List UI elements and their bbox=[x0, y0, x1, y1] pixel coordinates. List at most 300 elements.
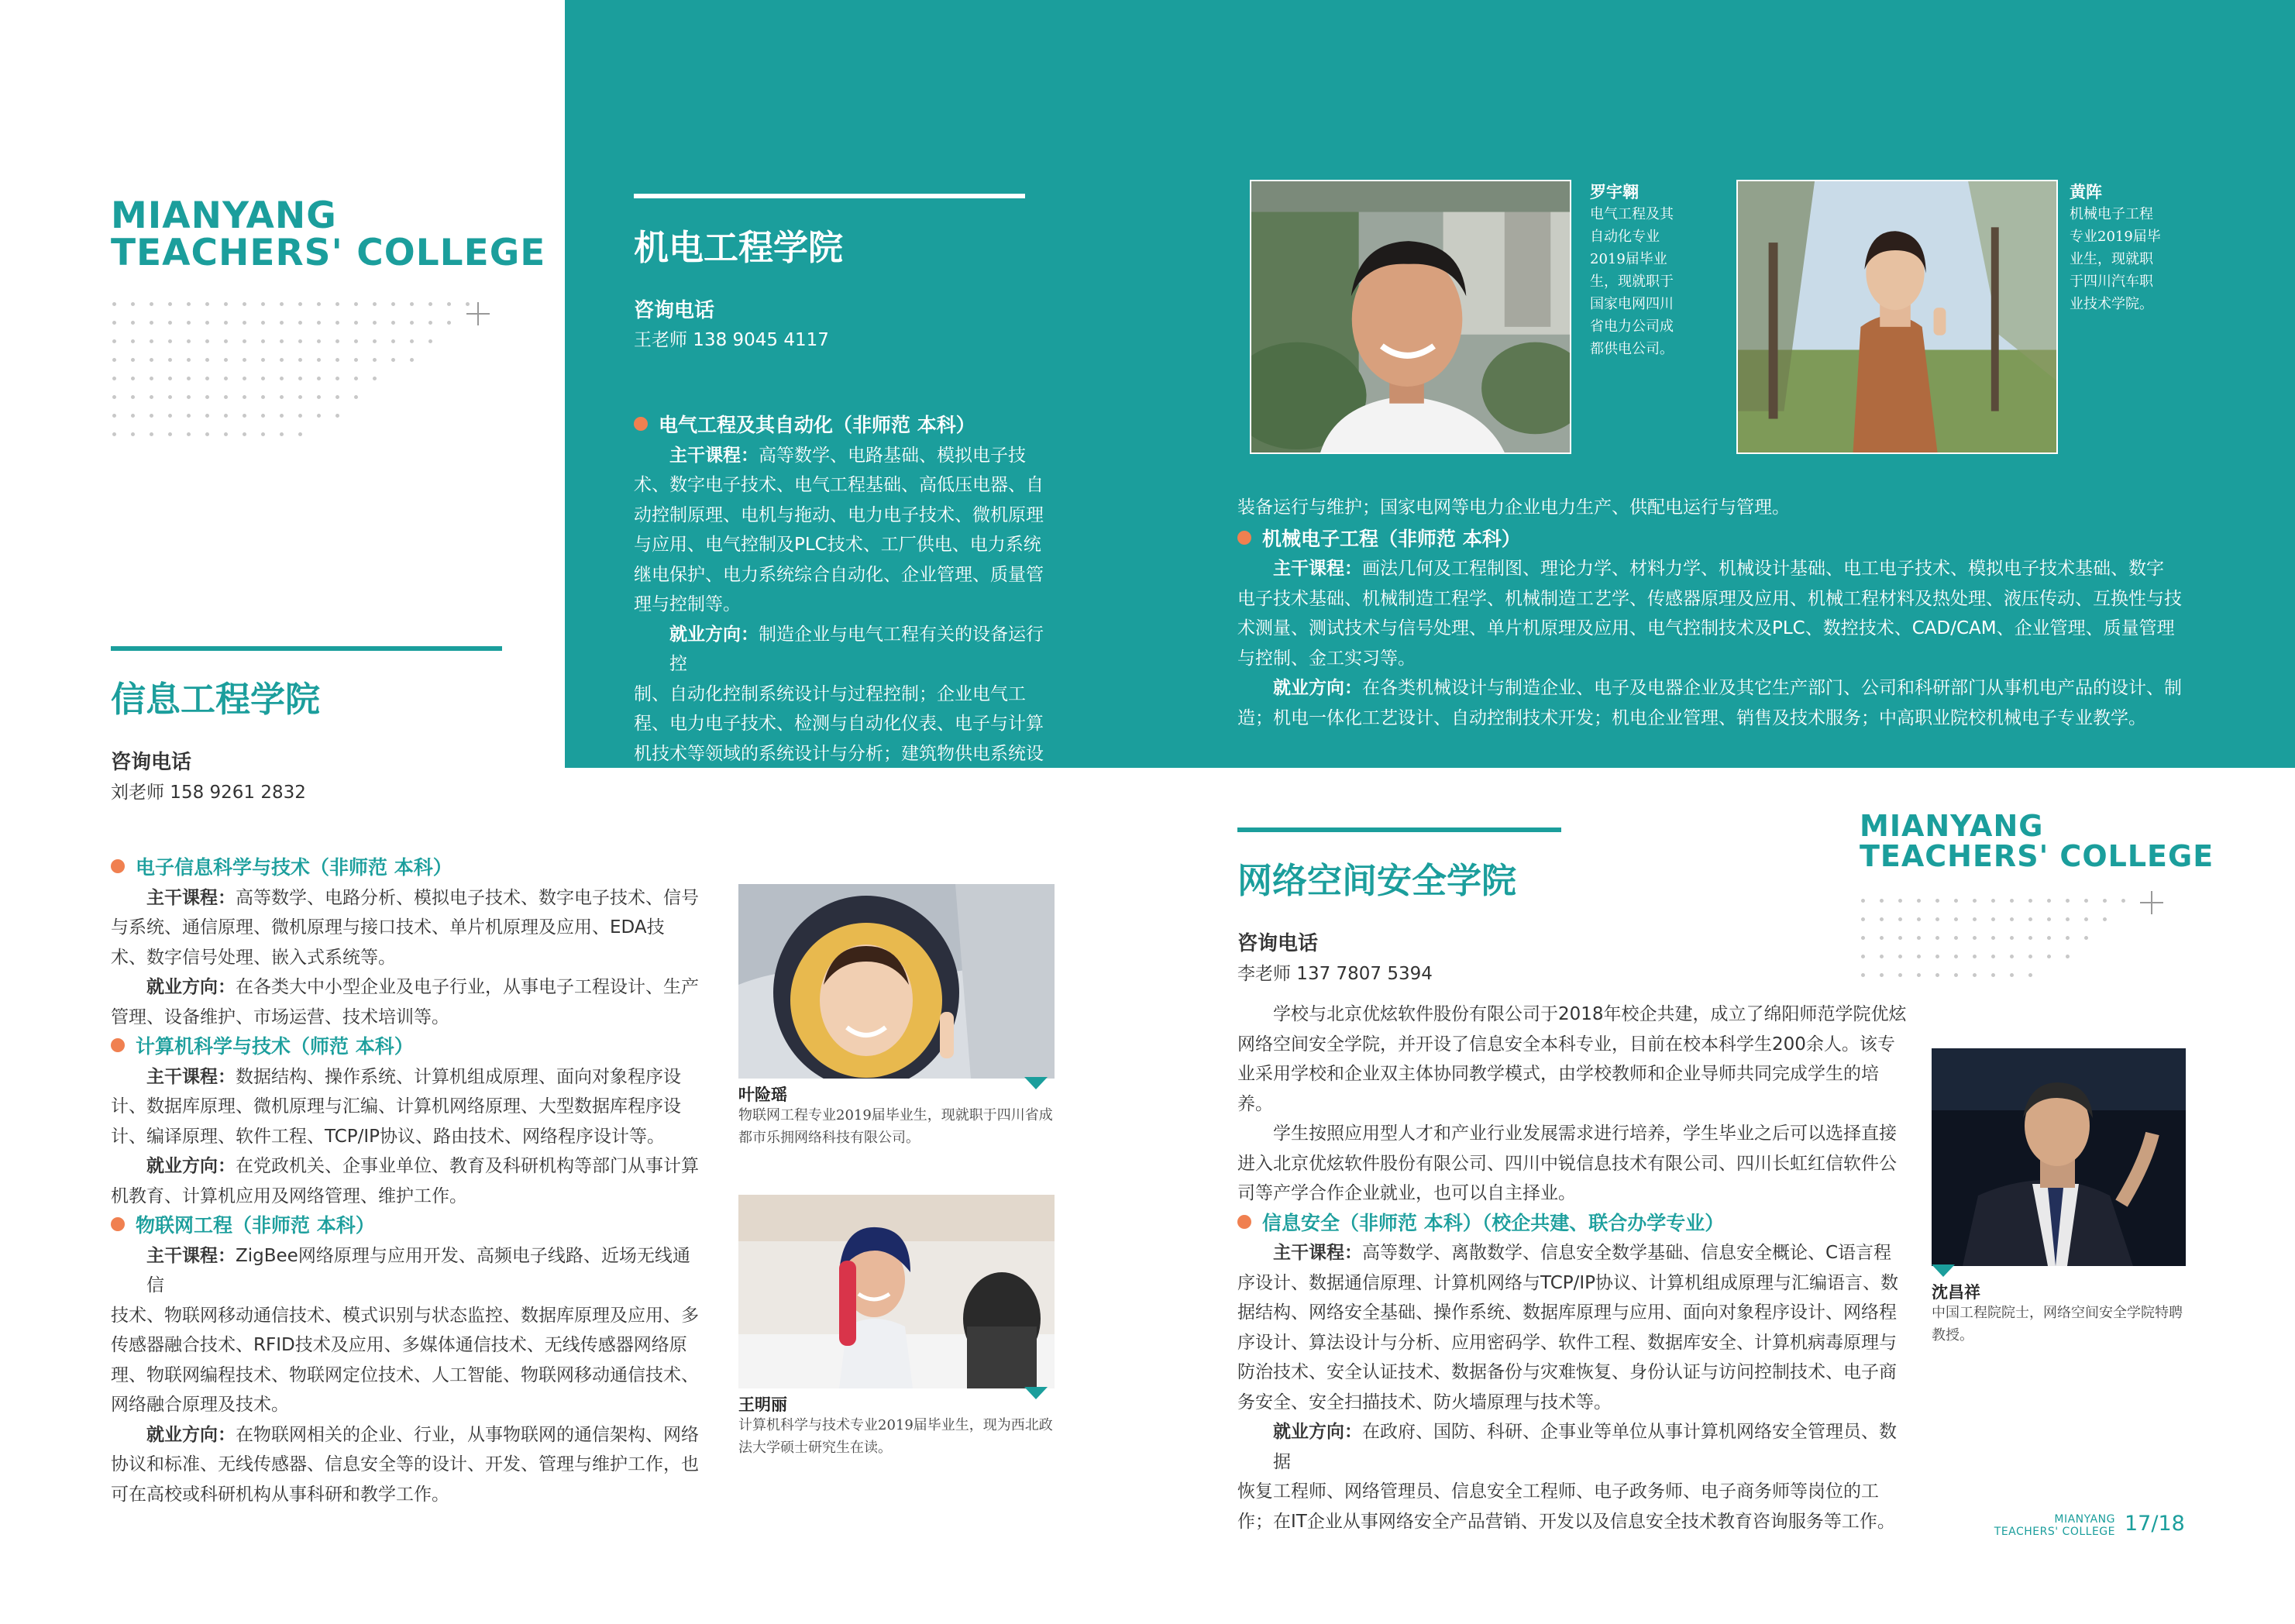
grid-dot bbox=[335, 377, 339, 380]
career-first-line bbox=[1237, 673, 2190, 704]
grid-dot bbox=[2066, 936, 2070, 940]
jidian-major1-block bbox=[634, 411, 1058, 799]
grid-dot bbox=[317, 377, 321, 380]
wangluo-person1-name: 沈昌祥 bbox=[1932, 1283, 1980, 1302]
xinxi-majors-block bbox=[111, 853, 700, 1509]
grid-dot bbox=[1935, 936, 1939, 940]
major-name: 物联网工程（非师范 本科） bbox=[136, 1214, 375, 1237]
grid-dot bbox=[150, 302, 153, 306]
courses-text: 高等数学、电路分析、模拟电子技术、数字电子技术、信号 bbox=[236, 887, 699, 908]
grid-dot bbox=[2028, 917, 2032, 921]
grid-dot bbox=[2047, 936, 2051, 940]
grid-dot bbox=[187, 321, 191, 325]
decorative-dot-grid bbox=[112, 302, 477, 449]
courses-first-line bbox=[634, 441, 1058, 471]
grid-dot bbox=[168, 358, 172, 362]
grid-dot bbox=[373, 302, 377, 306]
grid-dot bbox=[298, 377, 302, 380]
intro-paragraph-2: 学生按照应用型人才和产业行业发展需求进行培养，学生毕业之后可以选择直接进入北京优炫软件股份有限公司、四川中锐信息技术有限公司、四川长虹红信软件公司等产学合作企业就业，也可以自主择业。 bbox=[1237, 1123, 1897, 1203]
grid-dot bbox=[112, 358, 116, 362]
xinxi-contact: 刘老师 158 9261 2832 bbox=[111, 783, 306, 803]
grid-dot bbox=[1973, 917, 1977, 921]
grid-dot bbox=[2084, 899, 2088, 903]
grid-dot bbox=[243, 358, 246, 362]
grid-dot bbox=[1898, 899, 1902, 903]
grid-dot bbox=[168, 339, 172, 343]
photo-corner-marker-icon bbox=[1024, 1077, 1048, 1089]
grid-dot bbox=[354, 395, 358, 399]
grid-dot bbox=[354, 377, 358, 380]
jidian-title: 机电工程学院 bbox=[634, 227, 844, 268]
career-first-line bbox=[634, 620, 1058, 680]
grid-dot bbox=[1861, 936, 1865, 940]
grid-dot bbox=[1861, 973, 1865, 977]
grid-dot bbox=[1935, 955, 1939, 958]
grid-dot bbox=[112, 432, 116, 436]
footer-logo-line-2: TEACHERS' COLLEGE bbox=[1994, 1526, 2115, 1538]
wangluo-contact: 李老师 137 7807 5394 bbox=[1237, 964, 1433, 984]
career-text: 制造企业与电气工程有关的设备运行控 bbox=[669, 624, 1044, 674]
xinxi-contact-label: 咨询电话 bbox=[111, 751, 192, 774]
grid-dot bbox=[205, 377, 209, 380]
grid-dot bbox=[1898, 973, 1902, 977]
grid-dot bbox=[1954, 899, 1958, 903]
major-heading bbox=[111, 1211, 700, 1241]
photo-corner-marker-icon bbox=[1024, 1387, 1048, 1399]
grid-dot bbox=[298, 339, 302, 343]
grid-dot bbox=[243, 339, 246, 343]
grid-dot bbox=[150, 358, 153, 362]
grid-dot bbox=[298, 395, 302, 399]
jidian-person2-photo bbox=[1736, 180, 2058, 454]
grid-dot bbox=[1935, 899, 1939, 903]
grid-dot bbox=[187, 302, 191, 306]
jidian-contact-label: 咨询电话 bbox=[634, 299, 715, 322]
career-label: 就业方向： bbox=[1273, 678, 1362, 698]
grid-dot bbox=[1991, 936, 1995, 940]
xinxi-person1-name: 叶险瑶 bbox=[738, 1086, 787, 1104]
grid-dot bbox=[2047, 917, 2051, 921]
grid-dot bbox=[2010, 936, 2014, 940]
grid-dot bbox=[150, 432, 153, 436]
grid-dot bbox=[112, 395, 116, 399]
career-continued: 协议和标准、无线传感器、信息安全等的设计、开发、管理与维护工作，也可在高校或科研机构从事科研和教学工作。 bbox=[111, 1454, 699, 1505]
grid-dot bbox=[205, 358, 209, 362]
grid-dot bbox=[373, 339, 377, 343]
grid-dot bbox=[335, 302, 339, 306]
grid-dot bbox=[317, 339, 321, 343]
grid-dot bbox=[2084, 936, 2088, 940]
courses-first-line bbox=[111, 1062, 700, 1092]
grid-dot bbox=[317, 321, 321, 325]
grid-dot bbox=[187, 377, 191, 380]
grid-dot bbox=[298, 321, 302, 325]
grid-dot bbox=[1954, 936, 1958, 940]
grid-dot bbox=[224, 302, 228, 306]
grid-dot bbox=[280, 395, 284, 399]
grid-dot bbox=[1861, 899, 1865, 903]
career-label: 就业方向： bbox=[146, 1424, 236, 1445]
grid-dot bbox=[168, 377, 172, 380]
wangluo-person1-desc: 中国工程院院士，网络空间安全学院特聘教授。 bbox=[1932, 1305, 2183, 1344]
major-heading bbox=[111, 853, 700, 883]
grid-dot bbox=[428, 339, 432, 343]
grid-dot bbox=[205, 432, 209, 436]
major-heading bbox=[634, 411, 1058, 441]
grid-dot bbox=[150, 414, 153, 418]
grid-dot bbox=[261, 358, 265, 362]
jidian-person2-name: 黄阵 bbox=[2070, 183, 2102, 201]
grid-dot bbox=[391, 302, 395, 306]
grid-dot bbox=[298, 302, 302, 306]
career-text: 在政府、国防、科研、企事业等单位从事计算机网络安全管理员、数据 bbox=[1273, 1422, 1897, 1472]
major-heading bbox=[1237, 525, 2190, 555]
grid-dot bbox=[168, 414, 172, 418]
grid-dot bbox=[205, 321, 209, 325]
grid-dot bbox=[1954, 955, 1958, 958]
page-number: 17/18 bbox=[2125, 1512, 2185, 1536]
grid-dot bbox=[261, 414, 265, 418]
grid-dot bbox=[298, 414, 302, 418]
grid-dot bbox=[2066, 899, 2070, 903]
courses-label: 主干课程： bbox=[146, 887, 236, 908]
bullet-dot-icon bbox=[1237, 531, 1251, 545]
major-name: 电子信息科学与技术（非师范 本科） bbox=[136, 856, 452, 879]
grid-dot bbox=[280, 302, 284, 306]
grid-dot bbox=[317, 358, 321, 362]
grid-dot bbox=[243, 395, 246, 399]
grid-dot bbox=[224, 432, 228, 436]
grid-dot bbox=[261, 321, 265, 325]
grid-dot bbox=[168, 302, 172, 306]
grid-dot bbox=[335, 321, 339, 325]
grid-dot bbox=[261, 339, 265, 343]
grid-dot bbox=[428, 321, 432, 325]
courses-continued: 电子技术基础、机械制造工程学、机械制造工艺学、传感器原理及应用、机械工程材料及热处理、液压传动、互换性与技术测量、测试技术与信号处理、单片机原理及应用、电气控制技术及PLC、数控技术、CAD/CAM、企业管理、质量管理与控制、金工实习等。 bbox=[1237, 588, 2182, 669]
grid-dot bbox=[2103, 899, 2107, 903]
courses-label: 主干课程： bbox=[669, 445, 759, 466]
photo-corner-marker-icon bbox=[1932, 1264, 1955, 1277]
grid-dot bbox=[205, 395, 209, 399]
wangluo-person1-photo bbox=[1932, 1048, 2186, 1266]
jidian-person1-desc: 电气工程及其自动化专业2019届毕业生，现就职于国家电网四川省电力公司成都供电公司。 bbox=[1590, 206, 1674, 357]
grid-dot bbox=[354, 358, 358, 362]
courses-label: 主干课程： bbox=[1273, 559, 1362, 579]
courses-label: 主干课程： bbox=[1273, 1243, 1362, 1263]
grid-dot bbox=[243, 321, 246, 325]
grid-dot bbox=[168, 321, 172, 325]
grid-dot bbox=[1880, 936, 1884, 940]
grid-dot bbox=[391, 321, 395, 325]
major-name: 电气工程及其自动化（非师范 本科） bbox=[659, 414, 975, 436]
grid-dot bbox=[1935, 917, 1939, 921]
grid-dot bbox=[243, 302, 246, 306]
grid-dot bbox=[150, 377, 153, 380]
grid-dot bbox=[373, 377, 377, 380]
grid-dot bbox=[391, 339, 395, 343]
xinxi-person1-desc: 物联网工程专业2019届毕业生，现就职于四川省成都市乐拥网络科技有限公司。 bbox=[738, 1107, 1053, 1146]
grid-dot bbox=[131, 339, 135, 343]
grid-dot bbox=[280, 414, 284, 418]
grid-dot bbox=[1917, 936, 1921, 940]
jidian-person1-photo bbox=[1250, 180, 1571, 454]
courses-continued: 术、数字电子技术、电气工程基础、高低压电器、自动控制原理、电机与拖动、电力电子技术、微机原理与应用、电气控制及PLC技术、工厂供电、电力系统继电保护、电力系统综合自动化、企业管理、质量管理与控制等。 bbox=[634, 475, 1044, 614]
wangluo-title: 网络空间安全学院 bbox=[1237, 860, 1517, 901]
grid-dot bbox=[131, 302, 135, 306]
grid-dot bbox=[410, 321, 414, 325]
grid-dot bbox=[112, 302, 116, 306]
career-continued-tail: 装备运行与维护；国家电网等电力企业电力生产、供配电运行与管理。 bbox=[1237, 497, 1790, 518]
career-first-line bbox=[111, 972, 700, 1003]
grid-dot bbox=[243, 432, 246, 436]
grid-dot bbox=[298, 432, 302, 436]
career-continued: 制、自动化控制系统设计与过程控制；企业电气工程、电力电子技术、检测与自动化仪表、电子与计算机技术等领域的系统设计与分析；建筑物供电系统设计、电气 bbox=[634, 683, 1044, 793]
courses-label: 主干课程： bbox=[146, 1066, 236, 1087]
grid-dot bbox=[112, 339, 116, 343]
grid-dot bbox=[354, 302, 358, 306]
grid-dot bbox=[187, 395, 191, 399]
grid-dot bbox=[373, 358, 377, 362]
grid-dot bbox=[205, 414, 209, 418]
grid-dot bbox=[1917, 973, 1921, 977]
grid-dot bbox=[1898, 955, 1902, 958]
grid-dot bbox=[2047, 955, 2051, 958]
jidian-right-column bbox=[1237, 493, 2190, 733]
grid-dot bbox=[1880, 955, 1884, 958]
bullet-dot-icon bbox=[111, 859, 125, 873]
grid-dot bbox=[1917, 899, 1921, 903]
grid-dot bbox=[391, 358, 395, 362]
jidian-title-rule bbox=[634, 194, 1025, 198]
xinxi-title-rule bbox=[111, 646, 502, 651]
grid-dot bbox=[2028, 936, 2032, 940]
xinxi-title: 信息工程学院 bbox=[111, 679, 321, 720]
grid-dot bbox=[280, 339, 284, 343]
grid-dot bbox=[131, 321, 135, 325]
major-heading bbox=[111, 1032, 700, 1062]
grid-dot bbox=[261, 377, 265, 380]
bullet-dot-icon bbox=[111, 1038, 125, 1052]
grid-dot bbox=[373, 321, 377, 325]
career-continued: 恢复工程师、网络管理员、信息安全工程师、电子政务师、电子商务师等岗位的工作；在IT企业从事网络安全产品营销、开发以及信息安全技术教育咨询服务等工作。 bbox=[1237, 1481, 1895, 1532]
decorative-dot-grid bbox=[1861, 899, 2140, 992]
grid-dot bbox=[187, 358, 191, 362]
career-label: 就业方向： bbox=[146, 1156, 236, 1176]
grid-dot bbox=[187, 414, 191, 418]
bullet-dot-icon bbox=[634, 417, 648, 431]
logo-line-1: MIANYANG bbox=[1860, 809, 2044, 843]
grid-dot bbox=[2010, 899, 2014, 903]
xinxi-person1-photo bbox=[738, 884, 1055, 1079]
grid-dot bbox=[1973, 936, 1977, 940]
courses-label: 主干课程： bbox=[146, 1245, 236, 1266]
grid-dot bbox=[1880, 899, 1884, 903]
grid-dot bbox=[2066, 955, 2070, 958]
grid-dot bbox=[224, 339, 228, 343]
grid-dot bbox=[1880, 973, 1884, 977]
grid-dot bbox=[2028, 899, 2032, 903]
career-text: 在各类大中小型企业及电子行业，从事电子工程设计、生产 bbox=[236, 977, 699, 997]
grid-dot bbox=[1954, 917, 1958, 921]
career-text: 在党政机关、企事业单位、教育及科研机构等部门从事计算 bbox=[236, 1156, 699, 1176]
courses-first-line bbox=[111, 1241, 700, 1301]
courses-text: 数据结构、操作系统、计算机组成原理、面向对象程序设 bbox=[236, 1066, 681, 1087]
xinxi-person2-desc: 计算机科学与技术专业2019届毕业生，现为西北政法大学硕士研究生在读。 bbox=[738, 1417, 1053, 1456]
grid-dot bbox=[1973, 973, 1977, 977]
grid-dot bbox=[187, 339, 191, 343]
courses-first-line bbox=[111, 883, 700, 914]
major-name: 机械电子工程（非师范 本科） bbox=[1262, 527, 1521, 550]
grid-dot bbox=[2066, 917, 2070, 921]
grid-dot bbox=[150, 339, 153, 343]
grid-dot bbox=[1991, 955, 1995, 958]
grid-dot bbox=[1973, 955, 1977, 958]
grid-dot bbox=[2047, 899, 2051, 903]
grid-dot bbox=[112, 321, 116, 325]
grid-dot bbox=[335, 395, 339, 399]
grid-dot bbox=[428, 302, 432, 306]
grid-dot bbox=[187, 432, 191, 436]
grid-dot bbox=[1898, 936, 1902, 940]
wangluo-contact-label: 咨询电话 bbox=[1237, 932, 1319, 955]
grid-dot bbox=[131, 414, 135, 418]
career-continued: 机教育、计算机应用及网络管理、维护工作。 bbox=[111, 1185, 467, 1206]
courses-continued: 计、数据库原理、微机原理与汇编、计算机网络原理、大型数据库程序设计、编译原理、软件工程、TCP/IP协议、路由技术、网络程序设计等。 bbox=[111, 1096, 681, 1147]
grid-dot bbox=[1991, 917, 1995, 921]
grid-dot bbox=[1898, 917, 1902, 921]
major-name: 信息安全（非师范 本科）（校企共建、联合办学专业） bbox=[1262, 1211, 1725, 1234]
grid-dot bbox=[224, 395, 228, 399]
grid-dot bbox=[1991, 899, 1995, 903]
courses-first-line bbox=[1237, 554, 2190, 584]
wangluo-block bbox=[1237, 1000, 1911, 1536]
grid-dot bbox=[2028, 955, 2032, 958]
jidian-person1-name: 罗宇翱 bbox=[1590, 183, 1639, 201]
career-first-line bbox=[111, 1151, 700, 1182]
intro-paragraph-1: 学校与北京优炫软件股份有限公司于2018年校企共建，成立了绵阳师范学院优炫网络空间安全学院，并开设了信息安全本科专业，目前在校本科学生200余人。该专业采用学校和企业双主体协同教学模式，由学校教师和企业导师共同完成学生的培养。 bbox=[1237, 1004, 1907, 1114]
grid-dot bbox=[1861, 917, 1865, 921]
grid-dot bbox=[2010, 973, 2014, 977]
grid-dot bbox=[2010, 917, 2014, 921]
grid-dot bbox=[224, 377, 228, 380]
grid-dot bbox=[2121, 899, 2125, 903]
career-label: 就业方向： bbox=[669, 624, 759, 645]
jidian-contact: 王老师 138 9045 4117 bbox=[634, 330, 829, 350]
grid-dot bbox=[410, 302, 414, 306]
footer-logo bbox=[1984, 1513, 2115, 1538]
logo-line-2: TEACHERS' COLLEGE bbox=[1860, 838, 2214, 873]
grid-dot bbox=[1954, 973, 1958, 977]
courses-continued: 序设计、数据通信原理、计算机网络与TCP/IP协议、计算机组成原理与汇编语言、数据结构、网络安全基础、操作系统、数据库原理与应用、面向对象程序设计、网络程序设计、算法设计与分析、应用密码学、软件工程、数据库安全、计算机病毒原理与防治技术、安全认证技术、数据备份与灾难恢复、身份认证与访问控制技术、电子商务安全、安全扫描技术、防火墙原理与技术等。 bbox=[1237, 1272, 1899, 1412]
grid-dot bbox=[261, 432, 265, 436]
grid-dot bbox=[168, 395, 172, 399]
grid-dot bbox=[317, 302, 321, 306]
career-continued: 造；机电一体化工艺设计、自动控制技术开发；机电企业管理、销售及技术服务；中高职业院校机械电子专业教学。 bbox=[1237, 707, 2146, 728]
grid-dot bbox=[2028, 973, 2032, 977]
crosshair-icon bbox=[2140, 891, 2163, 914]
grid-dot bbox=[224, 358, 228, 362]
major-heading bbox=[1237, 1209, 1911, 1239]
grid-dot bbox=[1917, 955, 1921, 958]
grid-dot bbox=[280, 377, 284, 380]
grid-dot bbox=[1861, 955, 1865, 958]
grid-dot bbox=[261, 302, 265, 306]
grid-dot bbox=[317, 395, 321, 399]
grid-dot bbox=[261, 395, 265, 399]
grid-dot bbox=[1917, 917, 1921, 921]
grid-dot bbox=[354, 339, 358, 343]
grid-dot bbox=[1935, 973, 1939, 977]
career-text: 在物联网相关的企业、行业，从事物联网的通信架构、网络 bbox=[236, 1424, 699, 1445]
career-first-line bbox=[111, 1420, 700, 1450]
courses-continued: 与系统、通信原理、微机原理与接口技术、单片机原理及应用、EDA技术、数字信号处理、嵌入式系统等。 bbox=[111, 917, 665, 968]
grid-dot bbox=[1880, 917, 1884, 921]
courses-continued: 技术、物联网移动通信技术、模式识别与状态监控、数据库原理及应用、多传感器融合技术、RFID技术及应用、多媒体通信技术、无线传感器网络原理、物联网编程技术、物联网定位技术、人工智能、物联网移动通信技术、网络融合原理及技术。 bbox=[111, 1305, 699, 1415]
grid-dot bbox=[280, 321, 284, 325]
courses-text: 高等数学、电路基础、模拟电子技 bbox=[759, 445, 1026, 466]
courses-text: 画法几何及工程制图、理论力学、材料力学、机械设计基础、电工电子技术、模拟电子技术基础、数字 bbox=[1362, 559, 2164, 579]
career-label: 就业方向： bbox=[1273, 1422, 1362, 1442]
grid-dot bbox=[447, 302, 451, 306]
grid-dot bbox=[335, 358, 339, 362]
courses-text: ZigBee网络原理与应用开发、高频电子线路、近场无线通信 bbox=[146, 1245, 690, 1295]
college-logo-right bbox=[1860, 811, 2214, 872]
xinxi-person2-photo bbox=[738, 1195, 1055, 1388]
grid-dot bbox=[150, 395, 153, 399]
grid-dot bbox=[335, 339, 339, 343]
grid-dot bbox=[280, 432, 284, 436]
grid-dot bbox=[317, 414, 321, 418]
grid-dot bbox=[224, 321, 228, 325]
career-continued: 管理、设备维护、市场运营、技术培训等。 bbox=[111, 1006, 449, 1027]
grid-dot bbox=[205, 302, 209, 306]
grid-dot bbox=[2103, 917, 2107, 921]
grid-dot bbox=[280, 358, 284, 362]
grid-dot bbox=[205, 339, 209, 343]
grid-dot bbox=[1973, 899, 1977, 903]
courses-first-line bbox=[1237, 1238, 1911, 1268]
grid-dot bbox=[131, 395, 135, 399]
grid-dot bbox=[298, 358, 302, 362]
grid-dot bbox=[131, 432, 135, 436]
grid-dot bbox=[168, 432, 172, 436]
grid-dot bbox=[354, 321, 358, 325]
bullet-dot-icon bbox=[1237, 1215, 1251, 1229]
grid-dot bbox=[131, 358, 135, 362]
grid-dot bbox=[243, 377, 246, 380]
courses-text: 高等数学、离散数学、信息安全数学基础、信息安全概论、C语言程 bbox=[1362, 1243, 1892, 1263]
grid-dot bbox=[335, 414, 339, 418]
grid-dot bbox=[112, 414, 116, 418]
crosshair-icon bbox=[466, 302, 490, 325]
grid-dot bbox=[112, 377, 116, 380]
wangluo-title-rule bbox=[1237, 827, 1561, 832]
college-logo-top bbox=[111, 194, 546, 274]
grid-dot bbox=[410, 358, 414, 362]
grid-dot bbox=[243, 414, 246, 418]
grid-dot bbox=[224, 414, 228, 418]
career-first-line bbox=[1237, 1417, 1911, 1477]
logo-line-1: MIANYANG bbox=[111, 194, 337, 237]
career-text: 在各类机械设计与制造企业、电子及电器企业及其它生产部门、公司和科研部门从事机电产品的设计、制 bbox=[1362, 678, 2182, 698]
grid-dot bbox=[2084, 917, 2088, 921]
career-label: 就业方向： bbox=[146, 977, 236, 997]
grid-dot bbox=[150, 321, 153, 325]
grid-dot bbox=[131, 377, 135, 380]
grid-dot bbox=[447, 321, 451, 325]
major-name: 计算机科学与技术（师范 本科） bbox=[136, 1035, 414, 1058]
logo-line-2: TEACHERS' COLLEGE bbox=[111, 231, 546, 274]
